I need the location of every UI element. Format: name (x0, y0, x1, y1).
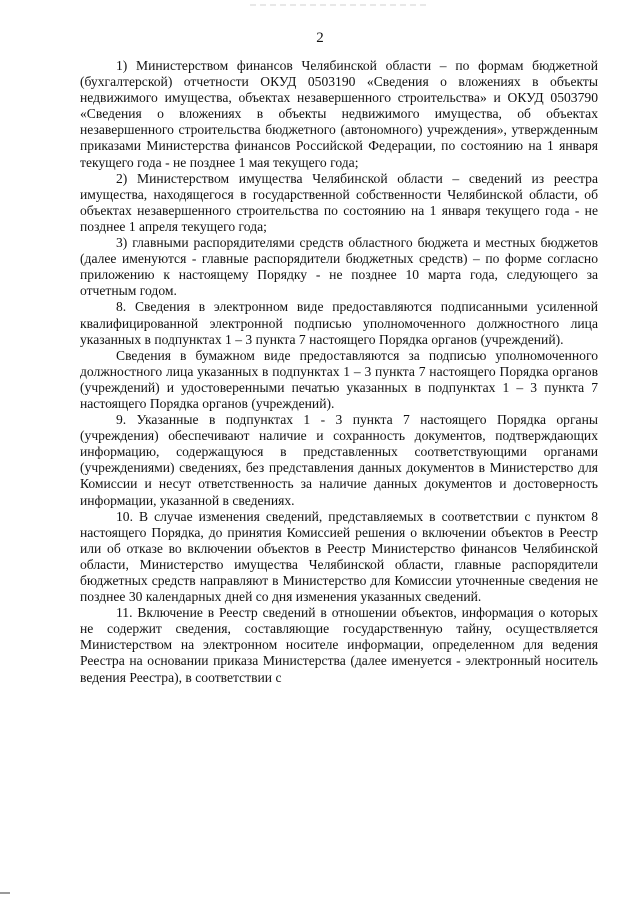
document-body (80, 58, 598, 686)
paragraph-item-11: 11. Включение в Реестр сведений в отношении объектов, информация о которых не содержит сведения, составляющие государственную тайну, осуществляется Министерством на электронном носителе информации, определенном для ведения Реестра на основании приказа Министерства (далее именуется - электронный носитель ведения Реестра), в соответствии с (80, 605, 598, 685)
scan-artifact-top (250, 4, 430, 6)
paragraph-item-8: 8. Сведения в электронном виде предоставляются подписанными усиленной квалифицированной электронной подписью уполномоченного должностного лица указанных в подпунктах 1 – 3 пункта 7 настоящего Порядка органов (учреждений). (80, 299, 598, 347)
paragraph-subitem-3: 3) главными распорядителями средств областного бюджета и местных бюджетов (далее именуются - главные распорядители бюджетных средств) – по форме согласно приложению к настоящему Порядку - не позднее 10 марта года, следующего за отчетным годом. (80, 235, 598, 299)
paragraph-subitem-2: 2) Министерством имущества Челябинской области – сведений из реестра имущества, находящегося в государственной собственности Челябинской области, об объектах незавершенного строительства по состоянию на 1 января текущего года - не позднее 1 апреля текущего года; (80, 170, 598, 234)
paragraph-item-8-paper: Сведения в бумажном виде предоставляются за подписью уполномоченного должностного лица указанных в подпунктах 1 – 3 пункта 7 настоящего Порядка органов (учреждений) и удостоверенными печатью указанных в подпунктах 1 – 3 пункта 7 настоящего Порядка органов (учреждений). (80, 347, 598, 411)
paragraph-item-9: 9. Указанные в подпунктах 1 - 3 пункта 7 настоящего Порядка органы (учреждения) обеспечивают наличие и сохранность документов, подтверждающих информацию, содержащуюся в представленных соответствующими органами (учреждениями) сведениях, без представления данных документов в Министерство для Комиссии и несут ответственность за наличие данных документов и достоверность информации, указанной в сведениях. (80, 412, 598, 508)
paragraph-item-10: 10. В случае изменения сведений, представляемых в соответствии с пунктом 8 настоящего Порядка, до принятия Комиссией решения о включении объектов в Реестр или об отказе во включении объектов в Реестр Министерство финансов Челябинской области, Министерство имущества Челябинской области, главные распорядители бюджетных средств направляют в Министерство для Комиссии уточненные сведения не позднее 30 календарных дней со дня изменения указанных сведений. (80, 508, 598, 605)
paragraph-subitem-1: 1) Министерством финансов Челябинской области – по формам бюджетной (бухгалтерской) отчетности ОКУД 0503190 «Сведения о вложениях в объекты недвижимого имущества, объектах незавершенного строительства» и ОКУД 0503790 «Сведения о вложениях в объекты недвижимого имущества, об объектах незавершенного строительства бюджетного (автономного) учреждения», утвержденным приказами Министерства финансов Российской Федерации, по состоянию на 1 января текущего года - не позднее 1 мая текущего года; (80, 58, 598, 170)
scan-artifact-bottom (0, 892, 10, 894)
page-number: 2 (316, 30, 324, 46)
